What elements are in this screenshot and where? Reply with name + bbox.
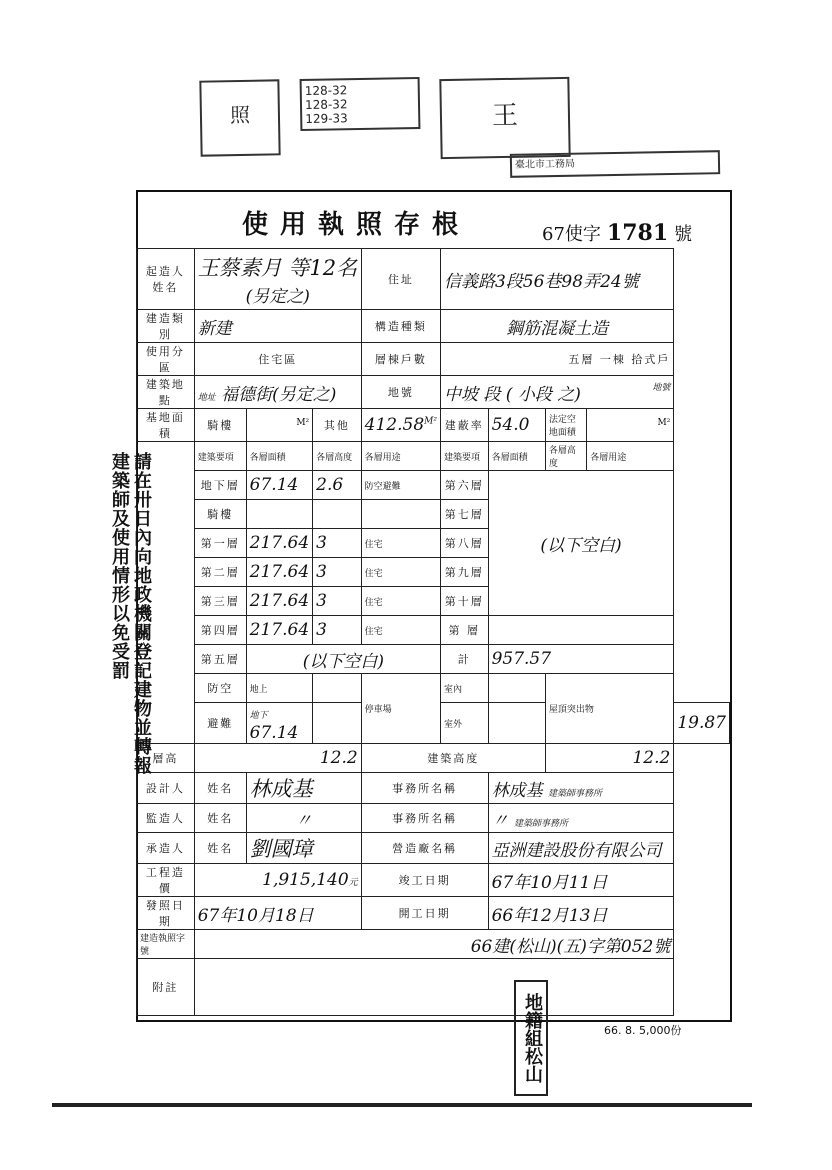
owner-value-cell — [194, 249, 361, 310]
total-label: 計 — [440, 645, 488, 674]
arcade-unit: M² — [296, 417, 310, 428]
building-type-label: 建造類別 — [137, 310, 195, 343]
col-header-area-right: 各層面積 — [488, 442, 545, 471]
designer-name: 林成基 — [246, 773, 361, 804]
arcade-value — [246, 409, 312, 442]
serial-prefix: 67使字 — [542, 224, 601, 245]
building-type-row — [137, 310, 730, 343]
stamp-b-line-3: 129-33 — [305, 111, 348, 126]
permit-row — [137, 930, 730, 959]
right-floors-note: (以下空白) — [488, 471, 674, 616]
shelter-below-label: 地下 — [249, 711, 268, 721]
area-row — [137, 409, 730, 442]
address-label: 住址 — [361, 249, 440, 310]
story-height-label: 層高 — [137, 744, 195, 773]
start-label: 開工日期 — [361, 897, 488, 930]
floor-use: 住宅 — [361, 616, 440, 645]
floor-name: 第三層 — [194, 587, 246, 616]
print-run-footer: 66. 8. 5,000份 — [604, 1024, 682, 1037]
supervisor-name: 〃 — [246, 804, 361, 833]
coverage-label: 建蔽率 — [440, 409, 488, 442]
col-header-area-left: 各層面積 — [246, 442, 312, 471]
floor-height: 3 — [313, 616, 362, 645]
floor-row — [137, 471, 730, 500]
use-zone-value: 住宅區 — [194, 343, 361, 376]
serial-suffix: 號 — [674, 224, 693, 245]
site-value: 福德街(另定之) — [221, 384, 337, 405]
floor-right-blank — [488, 616, 674, 645]
designer-office-suffix: 建築師事務所 — [547, 788, 602, 799]
completion-label: 竣工日期 — [361, 864, 488, 897]
shelter-above-value — [313, 674, 362, 703]
notes-value — [194, 959, 674, 1016]
legal-open-unit: M² — [657, 417, 671, 428]
designer-office-label: 事務所名稱 — [361, 773, 488, 804]
corner-stamp-c: 王 — [439, 77, 570, 159]
floor-area-blank-note: (以下空白) — [246, 645, 440, 674]
floor-name: 騎樓 — [194, 500, 246, 529]
floor-name-right: 第六層 — [440, 471, 488, 500]
designer-office-cell — [488, 773, 674, 804]
shelter-row-above — [137, 674, 730, 703]
other-value-cell — [361, 409, 440, 442]
shelter-below-cell — [246, 703, 312, 744]
supervisor-office-suffix: 建築師事務所 — [513, 818, 568, 829]
floor-use: 住宅 — [361, 558, 440, 587]
col-header-item-left: 建築要項 — [194, 442, 246, 471]
floor-area: 217.64 — [246, 558, 312, 587]
owner-label — [137, 249, 195, 310]
supervisor-name-label: 姓名 — [194, 804, 246, 833]
supervisor-office-label: 事務所名稱 — [361, 804, 488, 833]
serial-number — [542, 220, 692, 246]
floor-area: 217.64 — [246, 587, 312, 616]
col-header-height-right: 各層高度 — [545, 442, 586, 471]
stamp-b-line-1: 128-32 — [304, 83, 348, 98]
lot-value-cell — [440, 376, 673, 409]
issue-row — [137, 897, 730, 930]
designer-name-label: 姓名 — [194, 773, 246, 804]
owner-label-line-2: 姓名 — [152, 281, 179, 294]
cost-unit: 元 — [348, 878, 358, 888]
issue-date: 67年10月18日 — [194, 897, 361, 930]
site-label: 建築地點 — [137, 376, 195, 409]
floor-area — [246, 500, 312, 529]
permit-value: 66建(松山)(五)字第052號 — [194, 930, 674, 959]
col-header-use-right: 各層用途 — [587, 442, 674, 471]
floor-name: 地下層 — [194, 471, 246, 500]
lot-label: 地號 — [361, 376, 440, 409]
shelter-above-label: 地上 — [246, 674, 312, 703]
designer-label: 設計人 — [137, 773, 195, 804]
start-date: 66年12月13日 — [488, 897, 674, 930]
floor-height: 3 — [313, 587, 362, 616]
floor-name-right: 第七層 — [440, 500, 488, 529]
floor-name: 第一層 — [194, 529, 246, 558]
contractor-name-label: 姓名 — [194, 833, 246, 864]
supervisor-office-cell — [488, 804, 674, 833]
cost-label: 工程造價 — [137, 864, 195, 897]
other-label: 其他 — [313, 409, 362, 442]
parking-outdoor-value — [488, 703, 545, 744]
contractor-label: 承造人 — [137, 833, 195, 864]
floor-use: 住宅 — [361, 529, 440, 558]
building-height-label: 建築高度 — [361, 744, 545, 773]
permit-table — [136, 248, 730, 1016]
floor-area: 217.64 — [246, 616, 312, 645]
registration-side-note: 請在卅日內向地政機關登記建物並轉報建築師及使用情形以免受罰 — [109, 452, 152, 775]
floor-use — [361, 500, 440, 529]
parking-indoor-value — [488, 674, 545, 703]
owner-note: (另定之) — [245, 286, 310, 307]
issue-label: 發照日期 — [137, 897, 195, 930]
height-row — [137, 744, 730, 773]
floor-name-right: 第八層 — [440, 529, 488, 558]
serial-value: 1781 — [606, 220, 669, 246]
form-title: 使用執照存根 — [242, 210, 471, 240]
floor-height: 2.6 — [313, 471, 362, 500]
parking-indoor: 室內 — [440, 674, 488, 703]
floor-name: 第四層 — [194, 616, 246, 645]
col-header-item-right: 建築要項 — [440, 442, 488, 471]
cost-value: 1,915,140 — [262, 870, 349, 890]
legal-open-label: 法定空地面積 — [545, 409, 586, 442]
floor-row — [137, 616, 730, 645]
col-header-use-left: 各層用途 — [361, 442, 440, 471]
scan-edge-line — [52, 1103, 752, 1107]
contractor-row — [137, 833, 730, 864]
notes-label: 附註 — [137, 959, 195, 1016]
floor-area: 67.14 — [246, 471, 312, 500]
contractor-company-label: 營造廠名稱 — [361, 833, 488, 864]
supervisor-label: 監造人 — [137, 804, 195, 833]
roof-value: 19.87 — [674, 703, 730, 744]
lot-value: 中坡 段 ( 小段 之) — [443, 384, 581, 405]
floor-height: 3 — [313, 529, 362, 558]
designer-office: 林成基 — [491, 780, 543, 801]
total-area: 957.57 — [488, 645, 674, 674]
designer-row — [137, 773, 730, 804]
story-height-value: 12.2 — [194, 744, 361, 773]
stamp-b-line-2: 128-32 — [304, 97, 348, 112]
building-type-value: 新建 — [194, 310, 361, 343]
address-value: 信義路3段56巷98弄24號 — [440, 249, 673, 310]
floor-use: 住宅 — [361, 587, 440, 616]
roof-label: 屋頂突出物 — [545, 674, 673, 744]
use-zone-row — [137, 343, 730, 376]
floor-height — [313, 500, 362, 529]
floor-table-header — [137, 442, 730, 471]
site-prefix: 地址 — [197, 392, 216, 403]
shelter-label-a: 防空 — [194, 674, 246, 703]
supervisor-office: 〃 — [491, 810, 509, 831]
corner-stamp-b — [300, 77, 421, 131]
contractor-company: 亞洲建設股份有限公司 — [488, 833, 674, 864]
owner-name: 王蔡素月 等12名 — [197, 255, 358, 280]
agency-stamp: 臺北市工務局 — [510, 150, 720, 178]
lot-suffix: 地號 — [652, 382, 671, 393]
completion-date: 67年10月11日 — [488, 864, 674, 897]
legal-open-value — [587, 409, 674, 442]
floor-name-right: 第 層 — [440, 616, 488, 645]
floor-name-right: 第十層 — [440, 587, 488, 616]
floor-area: 217.64 — [246, 529, 312, 558]
contractor-name: 劉國璋 — [246, 833, 361, 864]
floor-row — [137, 645, 730, 674]
corner-stamp-a: 照 — [199, 79, 280, 156]
parking-outdoor: 室外 — [440, 703, 488, 744]
parking-label: 停車場 — [361, 674, 440, 744]
site-row — [137, 376, 730, 409]
site-value-cell — [194, 376, 361, 409]
structure-value: 鋼筋混凝土造 — [440, 310, 673, 343]
cost-row — [137, 864, 730, 897]
floor-name: 第五層 — [194, 645, 246, 674]
supervisor-row — [137, 804, 730, 833]
floor-name: 第二層 — [194, 558, 246, 587]
permit-label: 建造執照字號 — [137, 930, 195, 959]
owner-row — [137, 249, 730, 310]
floor-height: 3 — [313, 558, 362, 587]
site-area-label: 基地面積 — [137, 409, 195, 442]
shelter-label-b: 避難 — [194, 703, 246, 744]
floor-name-right: 第九層 — [440, 558, 488, 587]
notes-row — [137, 959, 730, 1016]
floor-use: 防空避難 — [361, 471, 440, 500]
coverage-value: 54.0 — [488, 409, 545, 442]
structure-label: 構造種類 — [361, 310, 440, 343]
owner-label-line-1: 起造人 — [145, 265, 185, 278]
floors-label: 層棟戶數 — [361, 343, 440, 376]
use-zone-label: 使用分區 — [137, 343, 195, 376]
cost-value-cell — [194, 864, 361, 897]
other-value: 412.58 — [364, 415, 425, 435]
floors-value: 五層 一棟 拾式戶 — [440, 343, 673, 376]
shelter-below-value: 67.14 — [249, 723, 299, 743]
arcade-label: 騎樓 — [194, 409, 246, 442]
building-height-value: 12.2 — [545, 744, 673, 773]
vertical-stamp: 地籍組松山 — [514, 980, 548, 1096]
other-unit: M² — [424, 416, 437, 427]
shelter-below-unit — [313, 703, 362, 744]
col-header-height-left: 各層高度 — [313, 442, 362, 471]
